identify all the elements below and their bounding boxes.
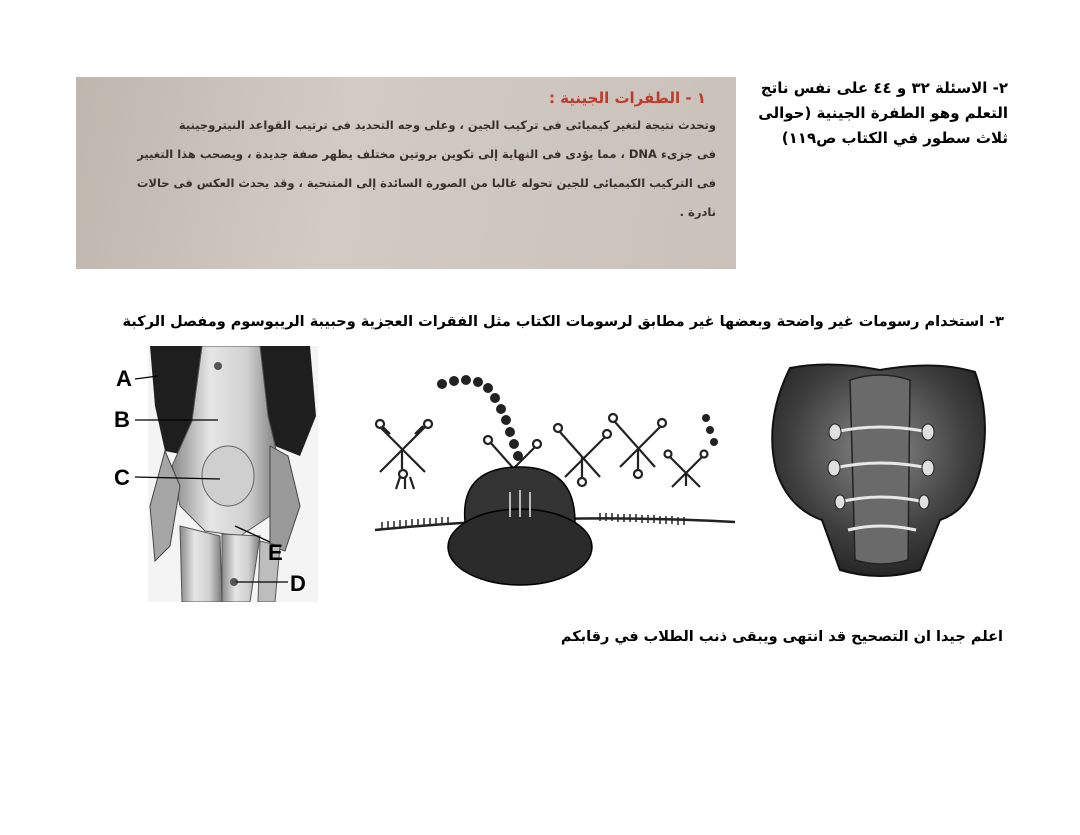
label-d: D: [290, 571, 306, 596]
ribosome-figure: [370, 372, 740, 587]
excerpt-line: فى التركيب الكيميائى للجين تحوله غالبا من الصورة السائدة إلى المتنحية ، وقد يحدث العكس فى حالات: [136, 176, 716, 190]
book-excerpt-image: [76, 77, 736, 269]
excerpt-line: نادرة .: [679, 205, 716, 219]
label-e: E: [268, 540, 283, 565]
label-b: B: [114, 407, 130, 432]
sacrum-figure: [760, 360, 995, 585]
question-2-text: ٢- الاسئلة ٣٢ و ٤٤ على نفس ناتج التعلم وهو الطفرة الجينية (حوالى ثلاث سطور في الكتاب ص١١٩): [758, 79, 1008, 147]
excerpt-line: فى جزىء DNA ، مما يؤدى فى النهاية إلى تكوين بروتين مختلف يظهر صفة جديدة ، ويصحب هذا التغيير: [137, 147, 716, 161]
sacrum-center: [850, 375, 910, 564]
excerpt-heading: ١ - الطفرات الجينية :: [548, 89, 706, 107]
label-a: A: [116, 366, 132, 391]
point-a: [214, 362, 222, 370]
knee-joint-figure: [110, 346, 325, 602]
closing-remark: اعلم جيدا ان التصحيح قد انتهى ويبقى ذنب الطلاب في رقابكم: [560, 629, 1003, 645]
ribosome-small-subunit: [448, 509, 592, 585]
tibia-left: [180, 526, 222, 602]
label-c: C: [114, 465, 130, 490]
question-3-text: ٣- استخدام رسومات غير واضحة وبعضها غير مطابق لرسومات الكتاب مثل الفقرات العجزية وحبيبة الريبوسوم ومفصل الركبة: [122, 314, 1004, 330]
patella: [202, 446, 254, 506]
peptide-chain: [437, 375, 718, 461]
excerpt-line: وتحدث نتيجة لتغير كيميائى فى تركيب الجين ، وعلى وجه التحديد فى ترتيب القواعد النيتروجينية: [178, 118, 716, 132]
